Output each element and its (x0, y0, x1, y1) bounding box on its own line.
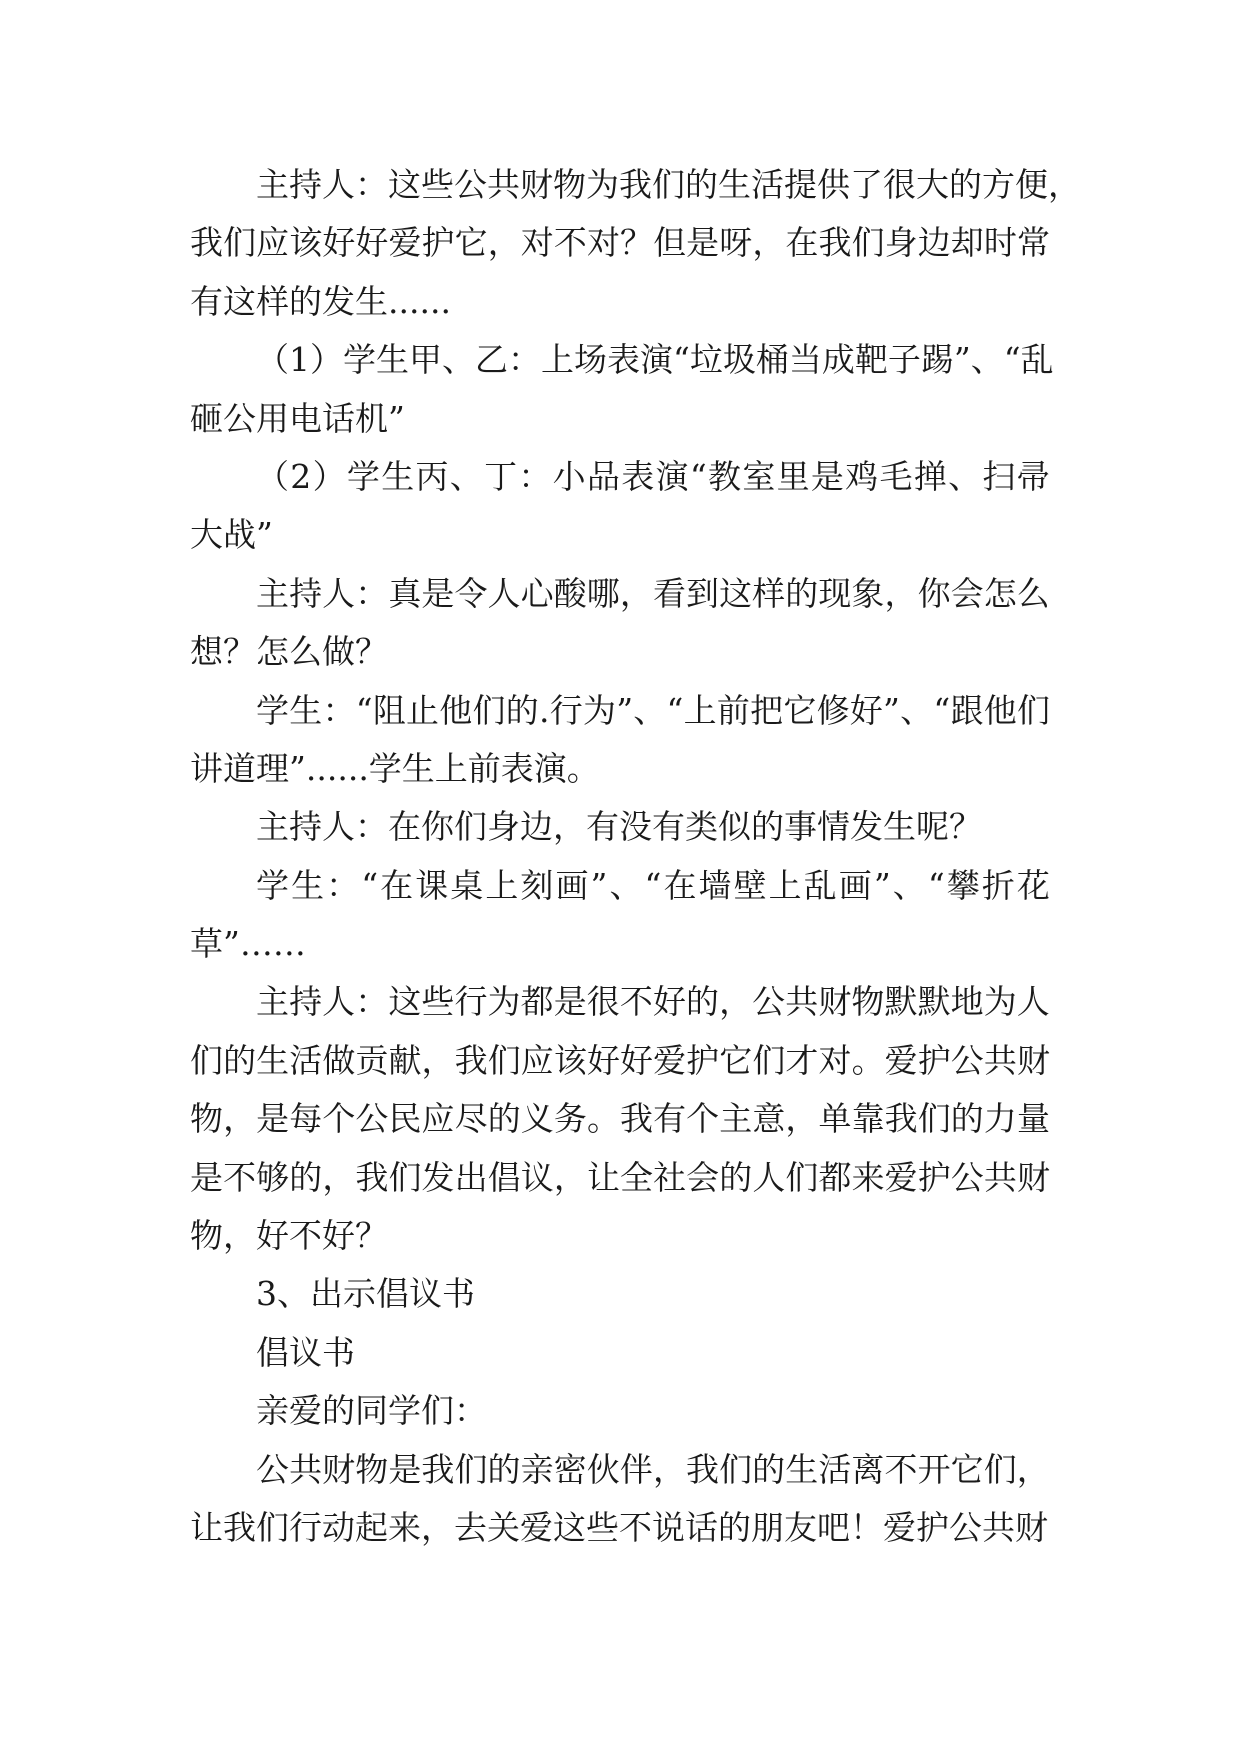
text-line: 物，好不好？ (190, 1216, 388, 1256)
text-line: 学 生 ： “ 阻 止 他 们 的 . 行 为 ” 、 “ 上 前 把 它 修 好 ” 、 “ 跟 他 们 (256, 690, 1050, 730)
text-line: 公 共 财 物 是 我 们 的 亲 密 伙 伴 ， 我 们 的 生 活 离 不 开 它 们 ， (256, 1449, 1050, 1489)
text-line: 亲爱的同学们： (256, 1391, 487, 1431)
document-body (190, 156, 1081, 1557)
text-line: 草”…… (190, 924, 306, 964)
text-line: 大战” (190, 515, 273, 555)
step-3-heading (190, 1265, 1050, 1323)
text-line: 学 生 ： “ 在 课 桌 上 刻 画 ” 、 “ 在 墙 壁 上 乱 画 ” 、 “ 攀 折 花 (256, 865, 1050, 905)
text-line: 主 持 人 ： 真 是 令 人 心 酸 哪 ， 看 到 这 样 的 现 象 ， 你 会 怎 么 (256, 573, 1050, 613)
text-line: 物 ， 是 每 个 公 民 应 尽 的 义 务 。 我 有 个 主 意 ， 单 靠 我 们 的 力 量 (190, 1099, 1050, 1139)
text-line: 我 们 应 该 好 好 爱 护 它 ， 对 不 对 ？ 但 是 呀 ， 在 我 们 身 边 却 时 常 (190, 223, 1050, 263)
text-line: （ 1 ） 学 生 甲 、 乙 ： 上 场 表 演 “ 垃 圾 桶 当 成 靶 子 踢 ” 、 “ 乱 (256, 340, 1054, 380)
text-line: （ 2 ） 学 生 丙 、 丁 ： 小 品 表 演 “ 教 室 里 是 鸡 毛 掸 、 扫 帚 (256, 456, 1050, 496)
skit-2-paragraph (190, 448, 1050, 565)
text-line: 讲道理”......学生上前表演。 (190, 748, 600, 788)
student-examples-paragraph (190, 857, 1050, 974)
skit-1-paragraph (190, 331, 1054, 448)
proposal-salutation (190, 1382, 1050, 1440)
proposal-body-paragraph (190, 1441, 1050, 1558)
text-line: 们 的 生 活 做 贡 献 ， 我 们 应 该 好 好 爱 护 它 们 才 对 。 爱 护 公 共 财 (190, 1040, 1050, 1080)
text-line: 3、出示倡议书 (256, 1274, 475, 1314)
text-line: 砸公用电话机” (190, 398, 405, 438)
text-line: 想？怎么做？ (190, 632, 388, 672)
host-question-2-paragraph (190, 798, 1050, 856)
host-conclusion-paragraph (190, 973, 1050, 1265)
text-line: 倡议书 (256, 1332, 355, 1372)
text-line: 主持人：在你们身边，有没有类似的事情发生呢？ (256, 807, 982, 847)
text-line: 有这样的发生...... (190, 281, 451, 321)
student-response-paragraph (190, 682, 1050, 799)
host-question-paragraph (190, 565, 1050, 682)
text-line: 主 持 人 ： 这 些 公 共 财 物 为 我 们 的 生 活 提 供 了 很 大 的 方 便 ， (256, 165, 1081, 204)
text-line: 让我们行动起来，去关爱这些不说话的朋友吧！爱护公共财 (190, 1507, 1048, 1547)
host-remark-paragraph (190, 156, 1081, 331)
text-line: 是 不 够 的 ， 我 们 发 出 倡 议 ， 让 全 社 会 的 人 们 都 来 爱 护 公 共 财 (190, 1157, 1050, 1197)
text-line: 主 持 人 ： 这 些 行 为 都 是 很 不 好 的 ， 公 共 财 物 默 默 地 为 人 (256, 982, 1050, 1022)
proposal-title (190, 1324, 1050, 1382)
